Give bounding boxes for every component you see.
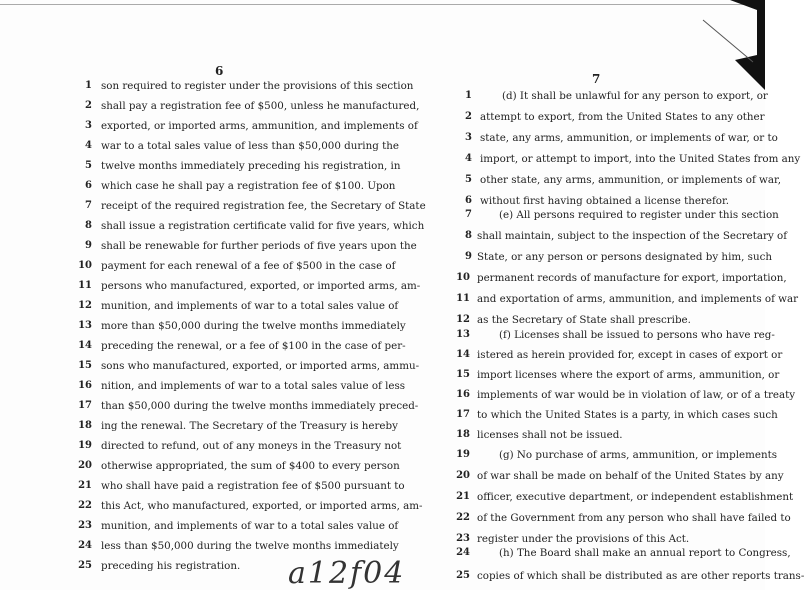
text-line: shall pay a registration fee of $500, unless he manufactured, bbox=[101, 100, 420, 112]
line-number: 11 bbox=[78, 280, 92, 291]
text-line: nition, and implements of war to a total sales value of less bbox=[101, 380, 406, 392]
text-line: shall maintain, subject to the inspection of the Secretary of bbox=[477, 230, 788, 242]
line-number: 19 bbox=[78, 440, 92, 451]
line-number: 21 bbox=[456, 491, 470, 502]
text-line: shall issue a registration certificate valid for five years, which bbox=[101, 220, 425, 232]
text-line: ing the renewal. The Secretary of the Treasury is hereby bbox=[101, 420, 398, 432]
line-number: 8 bbox=[465, 230, 472, 241]
text-line: directed to refund, out of any moneys in the Treasury not bbox=[101, 440, 402, 452]
text-line: war to a total sales value of less than $50,000 during the bbox=[101, 140, 399, 152]
line-number: 2 bbox=[85, 100, 92, 111]
text-line: receipt of the required registration fee, the Secretary of State bbox=[101, 200, 426, 212]
text-line: son required to register under the provisions of this section bbox=[101, 80, 414, 92]
line-number: 7 bbox=[465, 209, 472, 220]
text-line: of the Government from any person who shall have failed to bbox=[477, 512, 791, 524]
text-line: other state, any arms, ammunition, or implements of war, bbox=[480, 174, 782, 186]
text-line: as the Secretary of State shall prescribe. bbox=[477, 314, 691, 326]
text-line: munition, and implements of war to a total sales value of bbox=[101, 520, 399, 532]
text-line: (e) All persons required to register under this section bbox=[499, 209, 779, 221]
text-line: to which the United States is a party, in which cases such bbox=[477, 409, 778, 421]
line-number: 23 bbox=[78, 520, 92, 531]
right-page-number: 7 bbox=[592, 72, 601, 86]
text-line: and exportation of arms, ammunition, and implements of war bbox=[477, 293, 799, 305]
text-line: less than $50,000 during the twelve months immediately bbox=[101, 540, 399, 552]
text-line: exported, or imported arms, ammunition, and implements of bbox=[101, 120, 418, 132]
line-number: 21 bbox=[78, 480, 92, 491]
line-number: 20 bbox=[456, 470, 470, 481]
line-number: 23 bbox=[456, 533, 470, 544]
text-line: twelve months immediately preceding his registration, in bbox=[101, 160, 401, 172]
line-number: 15 bbox=[456, 369, 470, 380]
line-number: 14 bbox=[456, 349, 470, 360]
line-number: 24 bbox=[456, 547, 470, 558]
line-number: 19 bbox=[456, 449, 470, 460]
line-number: 20 bbox=[78, 460, 92, 471]
text-line: istered as herein provided for, except in cases of export or bbox=[477, 349, 783, 361]
text-line: more than $50,000 during the twelve months immediately bbox=[101, 320, 406, 332]
line-number: 17 bbox=[456, 409, 470, 420]
text-line: register under the provisions of this Act. bbox=[477, 533, 690, 545]
text-line: implements of war would be in violation of law, or of a treaty bbox=[477, 389, 796, 401]
line-number: 17 bbox=[78, 400, 92, 411]
line-number: 18 bbox=[456, 429, 470, 440]
left-page-number: 6 bbox=[215, 64, 224, 78]
line-number: 5 bbox=[465, 174, 472, 185]
line-number: 25 bbox=[78, 560, 92, 571]
line-number: 8 bbox=[85, 220, 92, 231]
text-line: who shall have paid a registration fee of $500 pursuant to bbox=[101, 480, 405, 492]
text-line: officer, executive department, or independent establishment bbox=[477, 491, 794, 503]
line-number: 4 bbox=[85, 140, 92, 151]
line-number: 4 bbox=[465, 153, 472, 164]
line-number: 15 bbox=[78, 360, 92, 371]
line-number: 16 bbox=[78, 380, 92, 391]
line-number: 7 bbox=[85, 200, 92, 211]
text-line: copies of which shall be distributed as are other reports trans- bbox=[477, 570, 804, 582]
line-number: 6 bbox=[465, 195, 472, 206]
text-line: attempt to export, from the United States to any other bbox=[480, 111, 765, 123]
line-number: 3 bbox=[85, 120, 92, 131]
text-line: sons who manufactured, exported, or imported arms, ammu- bbox=[101, 360, 420, 372]
text-line: which case he shall pay a registration fee of $100. Upon bbox=[101, 180, 396, 192]
line-number: 2 bbox=[465, 111, 472, 122]
line-number: 16 bbox=[456, 389, 470, 400]
line-number: 24 bbox=[78, 540, 92, 551]
text-line: import licenses where the export of arms, ammunition, or bbox=[477, 369, 780, 381]
text-line: munition, and implements of war to a total sales value of bbox=[101, 300, 399, 312]
text-line: (h) The Board shall make an annual report to Congress, bbox=[499, 547, 791, 559]
text-line: (f) Licenses shall be issued to persons who have reg- bbox=[499, 329, 775, 341]
handwritten-note: a12f04 bbox=[288, 556, 406, 591]
text-line: (d) It shall be unlawful for any person to export, or bbox=[502, 90, 768, 102]
text-line: licenses shall not be issued. bbox=[477, 429, 623, 441]
text-line: preceding his registration. bbox=[101, 560, 241, 572]
text-line: preceding the renewal, or a fee of $100 in the case of per- bbox=[101, 340, 406, 352]
text-line: shall be renewable for further periods of five years upon the bbox=[101, 240, 417, 252]
text-line: otherwise appropriated, the sum of $400 to every person bbox=[101, 460, 400, 472]
line-number: 14 bbox=[78, 340, 92, 351]
line-number: 12 bbox=[78, 300, 92, 311]
text-line: payment for each renewal of a fee of $500 in the case of bbox=[101, 260, 396, 272]
line-number: 5 bbox=[85, 160, 92, 171]
line-number: 22 bbox=[78, 500, 92, 511]
line-number: 3 bbox=[465, 132, 472, 143]
text-line: without first having obtained a license therefor. bbox=[480, 195, 730, 207]
text-line: this Act, who manufactured, exported, or imported arms, am- bbox=[101, 500, 423, 512]
line-number: 11 bbox=[456, 293, 470, 304]
line-number: 9 bbox=[85, 240, 92, 251]
text-line: state, any arms, ammunition, or implements of war, or to bbox=[480, 132, 778, 144]
text-line: persons who manufactured, exported, or imported arms, am- bbox=[101, 280, 421, 292]
line-number: 12 bbox=[456, 314, 470, 325]
line-number: 22 bbox=[456, 512, 470, 523]
line-number: 9 bbox=[465, 251, 472, 262]
text-line: permanent records of manufacture for export, importation, bbox=[477, 272, 787, 284]
text-line: (g) No purchase of arms, ammunition, or implements bbox=[499, 449, 778, 461]
text-line: import, or attempt to import, into the United States from any bbox=[480, 153, 801, 165]
text-line: than $50,000 during the twelve months immediately preced- bbox=[101, 400, 419, 412]
line-number: 25 bbox=[456, 570, 470, 581]
line-number: 18 bbox=[78, 420, 92, 431]
line-number: 10 bbox=[456, 272, 470, 283]
line-number: 10 bbox=[78, 260, 92, 271]
text-line: State, or any person or persons designated by him, such bbox=[477, 251, 772, 263]
line-number: 13 bbox=[456, 329, 470, 340]
binding-corner-shadow bbox=[695, 0, 765, 90]
text-line: of war shall be made on behalf of the United States by any bbox=[477, 470, 784, 482]
line-number: 1 bbox=[85, 80, 92, 91]
line-number: 6 bbox=[85, 180, 92, 191]
line-number: 1 bbox=[465, 90, 472, 101]
line-number: 13 bbox=[78, 320, 92, 331]
scan-edge-line bbox=[0, 4, 765, 5]
